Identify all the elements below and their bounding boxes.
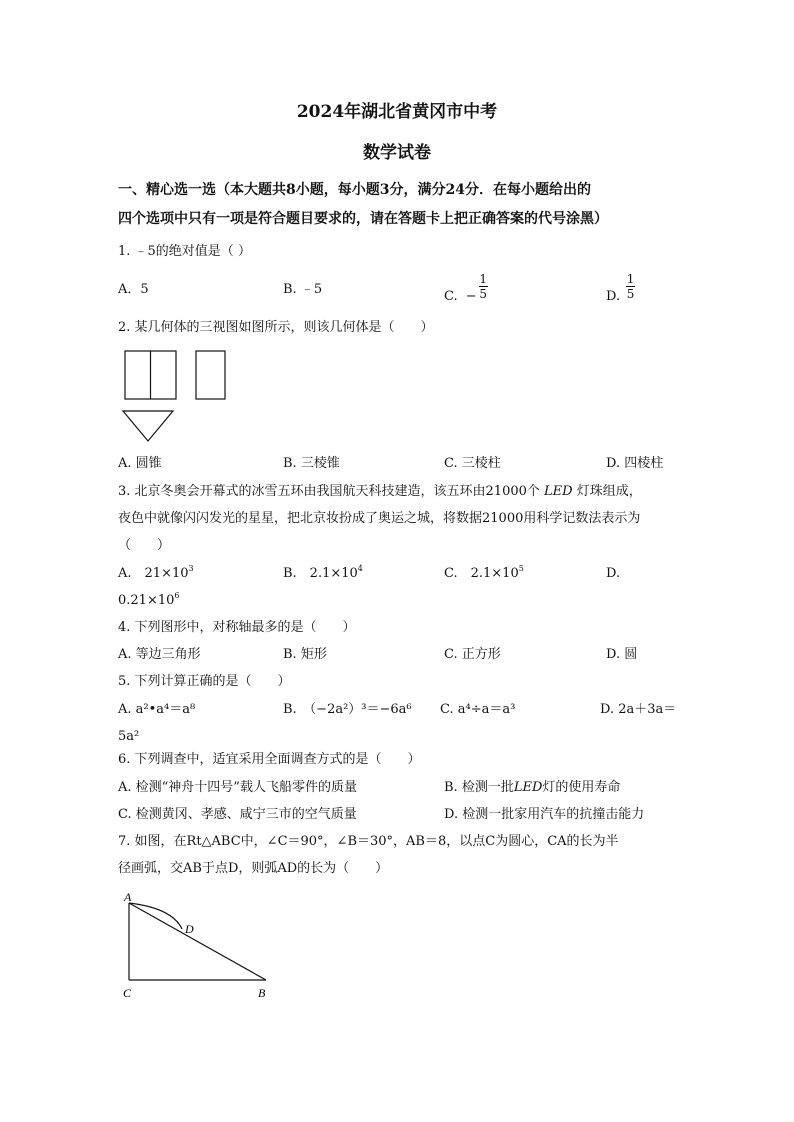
q2-option-a: A. 圆锥 <box>118 456 162 471</box>
q5-option-c: C. a⁴÷a＝a³ <box>440 702 516 717</box>
q5-option-d: D. 2a＋3a＝ <box>600 702 677 717</box>
q2-option-b: B. 三棱锥 <box>283 456 340 471</box>
q3-option-b-base: B. 2.1×10 <box>283 566 358 581</box>
q5-option-b: B. （−2a²）³＝−6a⁶ <box>283 702 412 717</box>
q2-option-d: D. 四棱柱 <box>606 456 664 471</box>
q4-option-b: B. 矩形 <box>283 647 327 662</box>
top-view <box>123 411 173 441</box>
q5-stem: 5. 下列计算正确的是（ ） <box>118 674 291 689</box>
q3-stem-line1 <box>118 484 642 500</box>
q1-option-d <box>606 272 635 304</box>
vertex-label-c: C <box>123 986 132 1000</box>
q6-option-b-text: B. 检测一批 <box>444 780 514 795</box>
q1-option-c <box>444 272 488 304</box>
q3-option-b <box>283 563 363 582</box>
fraction-denominator: 5 <box>626 287 635 301</box>
q6-option-a: A. 检测“神舟十四号”载人飞船零件的质量 <box>118 780 357 795</box>
q5-option-d-continued: 5a² <box>118 729 140 744</box>
q2-option-c: C. 三棱柱 <box>444 456 501 471</box>
q4-option-a: A. 等边三角形 <box>118 647 201 662</box>
q1-option-c-fraction <box>479 272 488 301</box>
q3-option-d-base: 0.21×10 <box>118 593 175 608</box>
q1-option-a: A．5 <box>118 282 149 297</box>
vertex-label-b: B <box>258 986 266 1000</box>
fraction-numerator: 1 <box>626 272 635 286</box>
q6-option-b-end: 灯的使用寿命 <box>542 780 621 795</box>
vertex-label-a: A <box>124 890 132 904</box>
q7-stem-line2: 径画弧，交AB于点D，则弧AD的长为（ ） <box>118 861 389 876</box>
q1-option-c-sign: − <box>465 289 477 304</box>
q3-option-d <box>118 590 180 609</box>
q4-stem: 4. 下列图形中，对称轴最多的是（ ） <box>118 620 356 635</box>
triangle-figure <box>118 890 278 1002</box>
q3-stem-line1-end: 灯珠组成， <box>576 484 642 499</box>
q2-stem: 2. 某几何体的三视图如图所示，则该几何体是（ ） <box>118 320 434 335</box>
q3-option-a-exponent: 3 <box>188 563 194 573</box>
q1-option-c-prefix: C. <box>444 289 458 304</box>
q3-stem-line1-text: 3. 北京冬奥会开幕式的冰雪五环由我国航天科技建造，该五环由21000个 <box>118 484 540 499</box>
q3-led-term: LED <box>544 484 573 499</box>
q1-stem: 1. ﹣5的绝对值是（ ） <box>118 244 251 259</box>
q3-option-c <box>444 563 524 582</box>
vertex-label-d: D <box>185 922 194 936</box>
q4-option-d: D. 圆 <box>606 647 638 662</box>
q1-option-b: B. ﹣5 <box>283 282 323 297</box>
page-subtitle: 数学试卷 <box>363 143 431 163</box>
q1-option-d-fraction <box>626 272 635 301</box>
q3-option-c-base: C. 2.1×10 <box>444 566 519 581</box>
side-view <box>196 351 225 399</box>
q5-option-a: A. a²•a⁴＝a⁸ <box>118 702 196 717</box>
q3-option-c-exponent: 5 <box>518 563 524 573</box>
q7-stem-line1: 7. 如图，在Rt△ABC中，∠C＝90°，∠B＝30°，AB＝8，以点C为圆心，CA的长为半 <box>118 834 619 849</box>
q6-option-d: D. 检测一批家用汽车的抗撞击能力 <box>444 807 645 822</box>
q6-option-b <box>444 780 620 796</box>
q6-stem: 6. 下列调查中，适宜采用全面调查方式的是（ ） <box>118 752 421 767</box>
section-heading-line1: 一、精心选一选（本大题共8小题，每小题3分，满分24分．在每小题给出的 <box>118 182 591 198</box>
q3-stem-line3: （ ） <box>118 538 171 553</box>
q4-option-c: C. 正方形 <box>444 647 501 662</box>
three-view-figure <box>120 348 230 444</box>
section-heading-line2: 四个选项中只有一项是符合题目要求的，请在答题卡上把正确答案的代号涂黑） <box>118 211 608 227</box>
fraction-numerator: 1 <box>479 272 487 286</box>
fraction-denominator: 5 <box>479 287 487 301</box>
q1-option-d-prefix: D. <box>606 289 621 304</box>
q3-option-d-exponent: 6 <box>174 590 180 600</box>
q6-option-c: C. 检测黄冈、孝感、咸宁三市的空气质量 <box>118 807 357 822</box>
q3-option-d-label: D. <box>606 566 621 581</box>
q3-option-a <box>118 563 194 582</box>
q3-stem-line2: 夜色中就像闪闪发光的星星，把北京妆扮成了奥运之城，将数据21000用科学记数法表示为 <box>118 511 641 526</box>
side-ab <box>129 903 266 980</box>
q6-led-term: LED <box>513 780 543 795</box>
q3-option-b-exponent: 4 <box>357 563 363 573</box>
page-title: 2024年湖北省黄冈市中考 <box>296 102 498 122</box>
q3-option-a-base: A. 21×10 <box>118 566 189 581</box>
